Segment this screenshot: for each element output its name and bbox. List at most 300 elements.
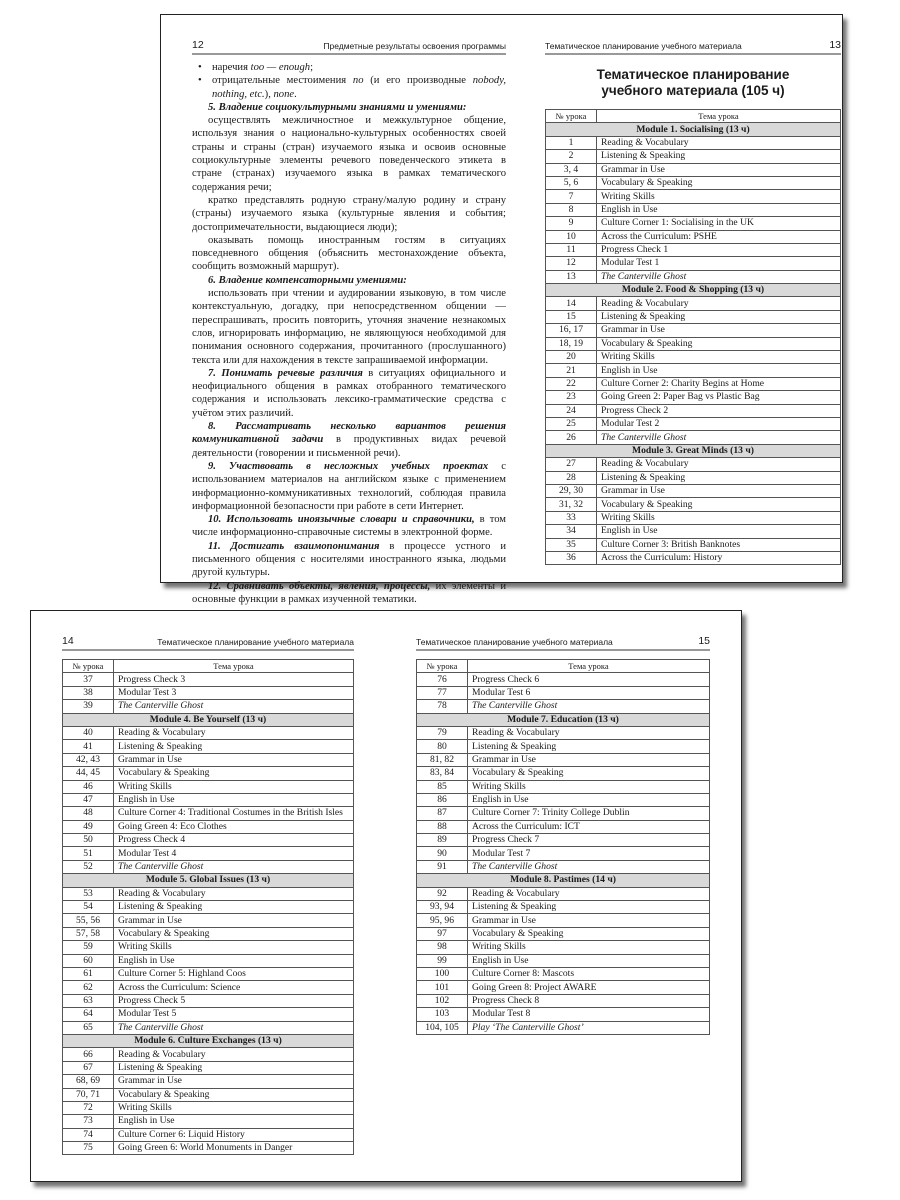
lesson-topic: Culture Corner 4: Traditional Costumes in the British Isles (114, 807, 354, 820)
lesson-topic: Writing Skills (114, 1101, 354, 1114)
text-run: осуществлять межличностное и межкультурное общение, используя знания о национально-культурных особенностях своей страны и страны (стран) изучаемого языка и освоив основные социокультурные элементы речевого поведенческого этикета в стране (странах) изучаемого языка в рамках тематического содержания речи; (192, 115, 506, 193)
lesson-number: 92 (417, 887, 468, 900)
lesson-number: 23 (546, 391, 597, 404)
lesson-topic: Writing Skills (597, 190, 841, 203)
lesson-number: 5, 6 (546, 176, 597, 189)
lesson-topic: The Canterville Ghost (114, 1021, 354, 1034)
module-title: Module 6. Culture Exchanges (13 ч) (63, 1034, 354, 1047)
table-row (63, 780, 354, 793)
table-row (546, 498, 841, 511)
lesson-topic: Vocabulary & Speaking (597, 176, 841, 189)
lesson-topic: Grammar in Use (114, 914, 354, 927)
lesson-topic: Play ‘The Canterville Ghost’ (468, 1021, 710, 1034)
lesson-number: 74 (63, 1128, 114, 1141)
lesson-topic: Writing Skills (114, 780, 354, 793)
text-run: наречия (212, 62, 251, 73)
lesson-number: 48 (63, 807, 114, 820)
page-number: 14 (62, 635, 74, 647)
table-row (63, 1061, 354, 1074)
running-header (192, 39, 506, 55)
table-row (417, 686, 710, 699)
lesson-number: 11 (546, 243, 597, 256)
lesson-topic: Modular Test 5 (114, 1008, 354, 1021)
lesson-topic: Grammar in Use (597, 163, 841, 176)
table-row (63, 793, 354, 806)
text-run: . (294, 88, 297, 100)
module-row (546, 123, 841, 136)
lesson-topic: Vocabulary & Speaking (114, 927, 354, 940)
lesson-topic: Culture Corner 8: Mascots (468, 967, 710, 980)
lesson-number: 77 (417, 686, 468, 699)
table-row (546, 551, 841, 564)
lesson-topic: Grammar in Use (468, 753, 710, 766)
running-header (62, 635, 354, 651)
lesson-number: 34 (546, 525, 597, 538)
page-number: 13 (829, 39, 841, 51)
module-row (546, 444, 841, 457)
lesson-topic: Listening & Speaking (114, 740, 354, 753)
lesson-number: 8 (546, 203, 597, 216)
lesson-topic: The Canterville Ghost (468, 860, 710, 873)
module-title: Module 5. Global Issues (13 ч) (63, 874, 354, 887)
table-row (417, 981, 710, 994)
lesson-number: 102 (417, 994, 468, 1007)
bullet-item (192, 61, 506, 74)
lesson-number: 26 (546, 431, 597, 444)
table-row (63, 1008, 354, 1021)
paragraph (192, 287, 506, 367)
table-row (546, 243, 841, 256)
table-row (546, 511, 841, 524)
lesson-number: 9 (546, 217, 597, 230)
lesson-topic: Listening & Speaking (468, 901, 710, 914)
italic-term: too — enough (250, 62, 311, 73)
lesson-topic: Modular Test 4 (114, 847, 354, 860)
lesson-number: 91 (417, 860, 468, 873)
table-row (63, 901, 354, 914)
table-row (546, 431, 841, 444)
table-row (546, 324, 841, 337)
table-row (417, 967, 710, 980)
table-row (546, 203, 841, 216)
lesson-topic: English in Use (468, 793, 710, 806)
lesson-topic: Writing Skills (114, 941, 354, 954)
lesson-number: 35 (546, 538, 597, 551)
table-row (417, 860, 710, 873)
section-title (545, 67, 841, 99)
lesson-topic: Listening & Speaking (114, 901, 354, 914)
lesson-topic: Going Green 8: Project AWARE (468, 981, 710, 994)
table-row (63, 767, 354, 780)
module-row (546, 284, 841, 297)
module-title: Module 2. Food & Shopping (13 ч) (546, 284, 841, 297)
lesson-number: 39 (63, 700, 114, 713)
table-row (63, 753, 354, 766)
table-row (546, 377, 841, 390)
bullet-item (192, 74, 506, 101)
text-run: оказывать помощь иностранным гостям в ситуациях повседневного общения (объяснить местонахождение объекта, сообщить возможный маршрут). (192, 234, 506, 273)
page-12 (192, 39, 506, 606)
lesson-number: 53 (63, 887, 114, 900)
page-number: 15 (698, 635, 710, 647)
lesson-topic: Reading & Vocabulary (468, 887, 710, 900)
lesson-topic: English in Use (114, 1115, 354, 1128)
lesson-topic: Grammar in Use (597, 324, 841, 337)
lesson-number: 13 (546, 270, 597, 283)
lesson-number: 18, 19 (546, 337, 597, 350)
lesson-number: 31, 32 (546, 498, 597, 511)
running-header-title: Предметные результаты освоения программы (323, 41, 506, 51)
lesson-topic: Writing Skills (468, 941, 710, 954)
lesson-number: 22 (546, 377, 597, 390)
table-row (546, 217, 841, 230)
lesson-number: 2 (546, 150, 597, 163)
lesson-number: 40 (63, 726, 114, 739)
text-run: (и его производные (363, 75, 473, 87)
lesson-number: 65 (63, 1021, 114, 1034)
paragraph (192, 274, 506, 287)
body-text (192, 61, 506, 606)
module-title: Module 4. Be Yourself (13 ч) (63, 713, 354, 726)
lesson-topic: Culture Corner 3: British Banknotes (597, 538, 841, 551)
table-row (63, 887, 354, 900)
column-header-topic: Тема урока (468, 660, 710, 673)
lesson-number: 104, 105 (417, 1021, 468, 1034)
table-row (63, 820, 354, 833)
item-heading: 10. Использовать иноязычные словари и справочники, (208, 514, 475, 526)
lesson-topic: English in Use (114, 954, 354, 967)
lesson-topic: Going Green 4: Eco Clothes (114, 820, 354, 833)
table-header-row (546, 110, 841, 123)
lesson-number: 86 (417, 793, 468, 806)
table-row (546, 471, 841, 484)
column-header-topic: Тема урока (597, 110, 841, 123)
text-run: в том числе информационно-справочные системы в электронной форме. (192, 514, 506, 539)
paragraph (192, 101, 506, 114)
table-row (546, 270, 841, 283)
lesson-number: 20 (546, 351, 597, 364)
column-header-lesson-number: № урока (63, 660, 114, 673)
paragraph (192, 114, 506, 194)
lesson-topic: Vocabulary & Speaking (468, 767, 710, 780)
book-spread-pages-14-15 (30, 610, 742, 1182)
lesson-topic: Vocabulary & Speaking (597, 337, 841, 350)
running-header-title: Тематическое планирование учебного материала (416, 637, 613, 647)
table-row (417, 847, 710, 860)
lesson-number: 47 (63, 793, 114, 806)
text-run: их элементы и основные функции в рамках изученной тематики. (192, 580, 506, 605)
lesson-topic: Reading & Vocabulary (114, 887, 354, 900)
lesson-number: 36 (546, 551, 597, 564)
table-row (63, 1088, 354, 1101)
lesson-number: 93, 94 (417, 901, 468, 914)
table-row (546, 257, 841, 270)
lesson-topic: Listening & Speaking (597, 471, 841, 484)
lesson-number: 80 (417, 740, 468, 753)
running-header-title: Тематическое планирование учебного материала (545, 41, 742, 51)
table-row (63, 994, 354, 1007)
module-title: Module 8. Pastimes (14 ч) (417, 874, 710, 887)
lesson-topic: Grammar in Use (114, 753, 354, 766)
lesson-topic: Modular Test 7 (468, 847, 710, 860)
running-header-title: Тематическое планирование учебного материала (157, 637, 354, 647)
lesson-number: 90 (417, 847, 468, 860)
lesson-number: 98 (417, 941, 468, 954)
table-row (417, 753, 710, 766)
lesson-topic: Culture Corner 1: Socialising in the UK (597, 217, 841, 230)
column-header-lesson-number: № урока (417, 660, 468, 673)
lesson-topic: Listening & Speaking (468, 740, 710, 753)
paragraph (192, 513, 506, 540)
lesson-number: 44, 45 (63, 767, 114, 780)
module-title: Module 1. Socialising (13 ч) (546, 123, 841, 136)
table-row (63, 927, 354, 940)
table-row (63, 967, 354, 980)
page-number: 12 (192, 39, 204, 51)
lesson-number: 88 (417, 820, 468, 833)
lesson-number: 70, 71 (63, 1088, 114, 1101)
text-run: кратко представлять родную страну/малую родину и страну (страны) изучаемого языка (культурные явления и события; достопримечательности, выдающиеся люди); (192, 194, 506, 233)
lesson-topic: Vocabulary & Speaking (114, 1088, 354, 1101)
table-header-row (417, 660, 710, 673)
lesson-number: 63 (63, 994, 114, 1007)
paragraph (192, 580, 506, 607)
paragraph (192, 194, 506, 234)
lesson-topic: Listening & Speaking (597, 150, 841, 163)
lesson-number: 24 (546, 404, 597, 417)
lesson-number: 21 (546, 364, 597, 377)
lesson-topic: Progress Check 2 (597, 404, 841, 417)
lesson-topic: Writing Skills (597, 511, 841, 524)
lesson-number: 89 (417, 834, 468, 847)
text-run: отрицательные местоимения (212, 75, 353, 87)
table-row (546, 404, 841, 417)
table-row (417, 954, 710, 967)
table-row (417, 807, 710, 820)
table-row (546, 150, 841, 163)
lesson-number: 28 (546, 471, 597, 484)
lesson-topic: Modular Test 3 (114, 686, 354, 699)
lesson-topic: English in Use (114, 793, 354, 806)
lesson-topic: Progress Check 6 (468, 673, 710, 686)
lesson-number: 101 (417, 981, 468, 994)
lesson-number: 103 (417, 1008, 468, 1021)
lesson-topic: The Canterville Ghost (597, 431, 841, 444)
lesson-number: 59 (63, 941, 114, 954)
lesson-topic: Across the Curriculum: ICT (468, 820, 710, 833)
table-row (63, 914, 354, 927)
lesson-topic: English in Use (468, 954, 710, 967)
lesson-topic: Grammar in Use (468, 914, 710, 927)
table-row (546, 391, 841, 404)
lesson-topic: Reading & Vocabulary (597, 297, 841, 310)
table-row (417, 793, 710, 806)
lesson-topic: Across the Curriculum: Science (114, 981, 354, 994)
page-13 (545, 39, 841, 565)
table-row (63, 700, 354, 713)
lesson-number: 78 (417, 700, 468, 713)
table-row (63, 1101, 354, 1114)
table-row (63, 740, 354, 753)
table-row (417, 700, 710, 713)
lesson-plan-table (545, 109, 841, 565)
table-row (417, 673, 710, 686)
item-heading: 7. Понимать речевые различия (208, 367, 363, 379)
item-heading: 12. Сравнивать объекты, явления, процессы, (208, 580, 431, 592)
paragraph (192, 234, 506, 274)
table-row (417, 994, 710, 1007)
lesson-number: 75 (63, 1142, 114, 1155)
lesson-number: 41 (63, 740, 114, 753)
lesson-number: 14 (546, 297, 597, 310)
lesson-topic: Progress Check 7 (468, 834, 710, 847)
text-run: в процессе устного и письменного общения с носителями иностранного языка, людьми другой культуры. (192, 540, 507, 579)
module-row (417, 713, 710, 726)
lesson-topic: Reading & Vocabulary (468, 726, 710, 739)
lesson-topic: The Canterville Ghost (468, 700, 710, 713)
module-row (417, 874, 710, 887)
lesson-topic: Grammar in Use (597, 484, 841, 497)
lesson-topic: Going Green 6: World Monuments in Danger (114, 1142, 354, 1155)
table-row (546, 297, 841, 310)
table-row (417, 941, 710, 954)
running-header (416, 635, 710, 651)
table-row (63, 1128, 354, 1141)
table-row (63, 673, 354, 686)
lesson-number: 68, 69 (63, 1075, 114, 1088)
lesson-topic: Vocabulary & Speaking (114, 767, 354, 780)
table-row (546, 136, 841, 149)
lesson-number: 37 (63, 673, 114, 686)
module-title: Module 7. Education (13 ч) (417, 713, 710, 726)
lesson-number: 99 (417, 954, 468, 967)
italic-term: nobody, nothing, etc. (212, 75, 506, 100)
lesson-topic: Reading & Vocabulary (114, 726, 354, 739)
table-row (63, 981, 354, 994)
lesson-topic: Culture Corner 2: Charity Begins at Home (597, 377, 841, 390)
lesson-number: 25 (546, 417, 597, 430)
table-row (63, 807, 354, 820)
table-row (63, 1048, 354, 1061)
paragraph (192, 367, 506, 420)
title-line: учебного материала (105 ч) (601, 83, 785, 98)
table-row (417, 887, 710, 900)
text-run: ), (264, 88, 274, 100)
lesson-number: 10 (546, 230, 597, 243)
table-row (417, 820, 710, 833)
table-row (546, 458, 841, 471)
lesson-number: 66 (63, 1048, 114, 1061)
lesson-topic: Listening & Speaking (597, 310, 841, 323)
lesson-topic: Progress Check 3 (114, 673, 354, 686)
lesson-number: 50 (63, 834, 114, 847)
lesson-topic: Reading & Vocabulary (114, 1048, 354, 1061)
table-row (63, 1115, 354, 1128)
table-row (63, 860, 354, 873)
column-header-topic: Тема урока (114, 660, 354, 673)
table-row (546, 538, 841, 551)
table-row (417, 1008, 710, 1021)
lesson-number: 76 (417, 673, 468, 686)
lesson-number: 33 (546, 511, 597, 524)
lesson-topic: Across the Curriculum: History (597, 551, 841, 564)
lesson-topic: Vocabulary & Speaking (468, 927, 710, 940)
lesson-topic: Progress Check 5 (114, 994, 354, 1007)
page-14 (62, 635, 354, 1155)
lesson-number: 55, 56 (63, 914, 114, 927)
text-run: с использованием материалов на английском языке с применением информационно-коммуникативных технологий, соблюдая правила информационной безопасности при работе в сети Интернет. (192, 460, 506, 512)
table-row (546, 525, 841, 538)
paragraph (192, 420, 506, 460)
lesson-topic: The Canterville Ghost (597, 270, 841, 283)
lesson-number: 46 (63, 780, 114, 793)
book-spread-pages-12-13 (160, 14, 843, 605)
lesson-topic: Writing Skills (597, 351, 841, 364)
table-row (546, 337, 841, 350)
module-row (63, 1034, 354, 1047)
lesson-topic: Listening & Speaking (114, 1061, 354, 1074)
table-row (417, 767, 710, 780)
item-heading: 11. Достигать взаимопонимания (208, 540, 380, 552)
running-header (545, 39, 841, 55)
lesson-topic: The Canterville Ghost (114, 860, 354, 873)
lesson-topic: Grammar in Use (114, 1075, 354, 1088)
table-row (546, 484, 841, 497)
table-header-row (63, 660, 354, 673)
lesson-topic: Progress Check 8 (468, 994, 710, 1007)
column-header-lesson-number: № урока (546, 110, 597, 123)
lesson-number: 72 (63, 1101, 114, 1114)
lesson-number: 62 (63, 981, 114, 994)
lesson-topic: Culture Corner 5: Highland Coos (114, 967, 354, 980)
table-row (63, 834, 354, 847)
lesson-plan-table (416, 659, 710, 1035)
lesson-number: 100 (417, 967, 468, 980)
item-heading: 9. Участвовать в несложных учебных проектах (208, 460, 489, 472)
lesson-number: 54 (63, 901, 114, 914)
lesson-topic: Progress Check 4 (114, 834, 354, 847)
page-15 (416, 635, 710, 1035)
table-row (417, 834, 710, 847)
lesson-number: 79 (417, 726, 468, 739)
lesson-number: 38 (63, 686, 114, 699)
italic-term: none (273, 88, 295, 100)
lesson-topic: English in Use (597, 203, 841, 216)
item-heading: 8. Рассматривать несколько вариантов решения коммуникативной задачи (192, 421, 506, 446)
title-line: Тематическое планирование (596, 67, 790, 82)
text-run: ; (310, 62, 314, 73)
module-title: Module 3. Great Minds (13 ч) (546, 444, 841, 457)
lesson-number: 87 (417, 807, 468, 820)
lesson-number: 3, 4 (546, 163, 597, 176)
table-row (63, 1021, 354, 1034)
text-run: использовать при чтении и аудировании языковую, в том числе контекстуальную, догадку, при непосредственном общении — переспрашивать, просить повторить, уточняя значение незнакомых слов, игнорировать информацию, не являющуюся необходимой для понимания основного содержания, прочитанного (прослушанного) текста или для нахождения в тексте запрашиваемой информации. (192, 288, 506, 366)
text-run: в ситуациях официального и неофициального общения в рамках отобранного тематического содержания и использовать лексико-грамматические средства с учётом этих различий. (192, 367, 506, 419)
table-row (63, 847, 354, 860)
table-row (63, 1142, 354, 1155)
table-row (546, 163, 841, 176)
lesson-number: 57, 58 (63, 927, 114, 940)
lesson-topic: The Canterville Ghost (114, 700, 354, 713)
table-row (63, 941, 354, 954)
paragraph (192, 460, 506, 513)
table-row (417, 914, 710, 927)
lesson-number: 42, 43 (63, 753, 114, 766)
table-row (546, 417, 841, 430)
lesson-number: 51 (63, 847, 114, 860)
table-row (417, 740, 710, 753)
italic-term: no (352, 75, 364, 87)
